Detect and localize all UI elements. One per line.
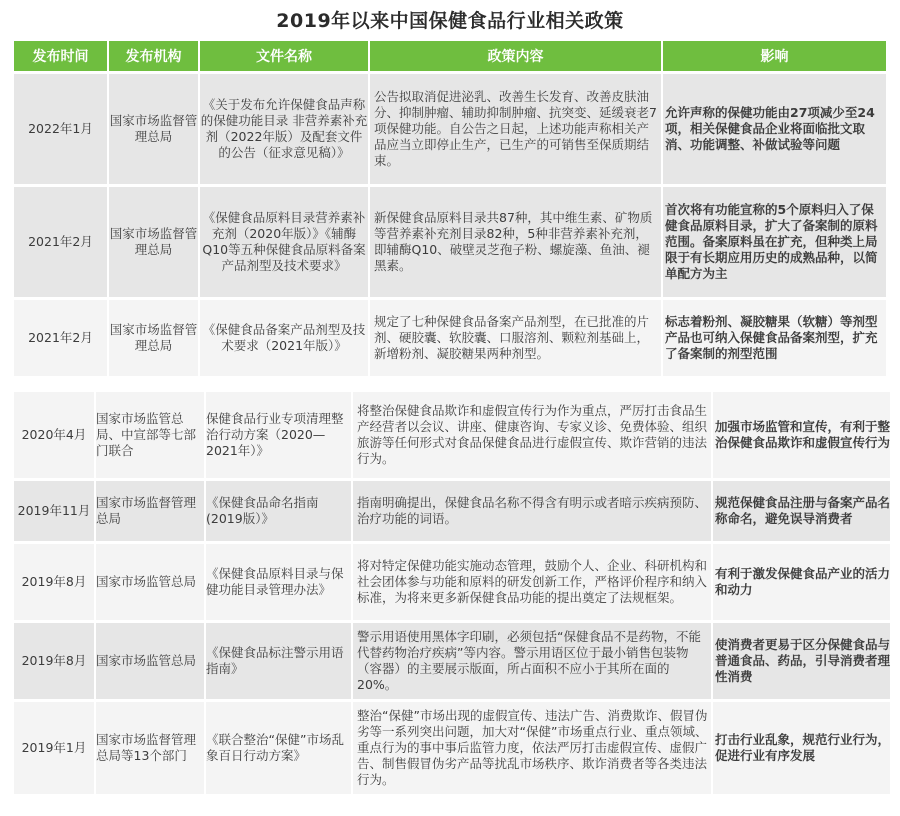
page-title: 2019年以来中国保健食品行业相关政策 (276, 10, 624, 32)
row-impact: 首次将有功能宣称的5个原料归入了保健食品原料目录，扩大了备案制的原料范围。备案原料虽在扩充，但种类上局限于有长期应用历史的成熟品种，以简单配方为主 (663, 187, 886, 297)
row-doc: 《联合整治“保健”市场乱象百日行动方案》 (206, 702, 351, 794)
table-row (14, 702, 890, 794)
policy-table-bottom (12, 389, 892, 797)
col-date-header: 发布时间 (14, 41, 107, 71)
row-doc: 保健食品行业专项清理整治行动方案（2020—2021年）》 (206, 392, 351, 478)
row-doc: 《保健食品标注警示用语指南》 (206, 623, 351, 699)
row-org: 国家市场监督管理总局等13个部门 (96, 702, 204, 794)
row-date: 2019年11月 (14, 481, 94, 541)
table-row (14, 74, 886, 184)
row-content: 新保健食品原料目录共87种，其中维生素、矿物质等营养素补充剂目录82种，5种非营养素补充剂，即辅酶Q10、破壁灵芝孢子粉、螺旋藻、鱼油、褪黑素。 (370, 187, 661, 297)
col-impact-header: 影响 (663, 41, 886, 71)
row-org: 国家市场监督管理总局 (109, 300, 198, 376)
row-impact: 使消费者更易于区分保健食品与普通食品、药品，引导消费者理性消费 (713, 623, 890, 699)
row-org: 国家市场监管总局 (96, 623, 204, 699)
row-content: 公告拟取消促进泌乳、改善生长发育、改善皮肤油分、抑制肿瘤、辅助抑制肿瘤、抗突变、延缓衰老7项保健功能。自公告之日起，上述功能声称相关产品应当立即停止生产，已生产的可销售至保质期结束。 (370, 74, 661, 184)
row-impact: 加强市场监管和宣传，有利于整治保健食品欺诈和虚假宣传行为 (713, 392, 890, 478)
row-content: 将对特定保健功能实施动态管理，鼓励个人、企业、科研机构和社会团体参与功能和原料的研发创新工作，严格评价程序和纳入标准，为将来更多新保健食品功能的提出奠定了法规框架。 (353, 544, 711, 620)
row-org: 国家市场监督管理总局 (96, 481, 204, 541)
table-row (14, 544, 890, 620)
row-date: 2021年2月 (14, 187, 107, 297)
row-org: 国家市场监督管理总局 (109, 187, 198, 297)
row-doc: 《保健食品原料目录与保健功能目录管理办法》 (206, 544, 351, 620)
row-date: 2019年8月 (14, 623, 94, 699)
table-row (14, 623, 890, 699)
row-org: 国家市场监管总局 (96, 544, 204, 620)
row-content: 整治“保健”市场出现的虚假宣传、违法广告、消费欺诈、假冒伪劣等一系列突出问题，加大对“保健”市场重点行业、重点领域、重点行为的事中事后监管力度，依法严厉打击虚假宣传、虚假广告、制售假冒伪劣产品等扰乱市场秩序、欺诈消费者等各类违法行为。 (353, 702, 711, 794)
row-date: 2019年8月 (14, 544, 94, 620)
row-impact: 规范保健食品注册与备案产品名称命名，避免误导消费者 (713, 481, 890, 541)
row-impact: 允许声称的保健功能由27项减少至24项，相关保健食品企业将面临批文取消、功能调整、补做试验等问题 (663, 74, 886, 184)
row-date: 2022年1月 (14, 74, 107, 184)
table-row (14, 392, 890, 478)
row-date: 2019年1月 (14, 702, 94, 794)
row-date: 2021年2月 (14, 300, 107, 376)
col-org-header: 发布机构 (109, 41, 198, 71)
table-row (14, 187, 886, 297)
row-org: 国家市场监督管理总局 (109, 74, 198, 184)
col-doc-header: 文件名称 (200, 41, 368, 71)
row-content: 指南明确提出，保健食品名称不得含有明示或者暗示疾病预防、治疗功能的词语。 (353, 481, 711, 541)
row-doc: 《保健食品备案产品剂型及技术要求（2021年版）》 (200, 300, 368, 376)
row-content: 将整治保健食品欺诈和虚假宣传行为作为重点，严厉打击食品生产经营者以会议、讲座、健康咨询、专家义诊、免费体验、组织旅游等任何形式对食品保健食品进行虚假宣传、欺诈营销的违法行为。 (353, 392, 711, 478)
row-content: 规定了七种保健食品备案产品剂型，在已批准的片剂、硬胶囊、软胶囊、口服溶剂、颗粒剂基础上，新增粉剂、凝胶糖果两种剂型。 (370, 300, 661, 376)
row-content: 警示用语使用黑体字印刷，必须包括“保健食品不是药物，不能代替药物治疗疾病”等内容。警示用语区位于最小销售包装物（容器）的主要展示版面，所占面积不应小于其所在面的20%。 (353, 623, 711, 699)
policy-table-top (12, 38, 888, 379)
col-content-header: 政策内容 (370, 41, 661, 71)
row-doc: 《保健食品命名指南(2019版）》 (206, 481, 351, 541)
table-row (14, 300, 886, 376)
row-doc: 《关于发布允许保健食品声称的保健功能目录 非营养素补充剂（2022年版）及配套文件的公告（征求意见稿）》 (200, 74, 368, 184)
table-row (14, 481, 890, 541)
row-impact: 标志着粉剂、凝胶糖果（软糖）等剂型产品也可纳入保健食品备案剂型，扩充了备案制的剂型范围 (663, 300, 886, 376)
row-date: 2020年4月 (14, 392, 94, 478)
row-org: 国家市场监管总局、中宣部等七部门联合 (96, 392, 204, 478)
table-header (14, 41, 886, 71)
row-impact: 打击行业乱象，规范行业行为，促进行业有序发展 (713, 702, 890, 794)
row-doc: 《保健食品原料目录营养素补充剂（2020年版）》《辅酶Q10等五种保健食品原料备案产品剂型及技术要求》 (200, 187, 368, 297)
row-impact: 有利于激发保健食品产业的活力和动力 (713, 544, 890, 620)
